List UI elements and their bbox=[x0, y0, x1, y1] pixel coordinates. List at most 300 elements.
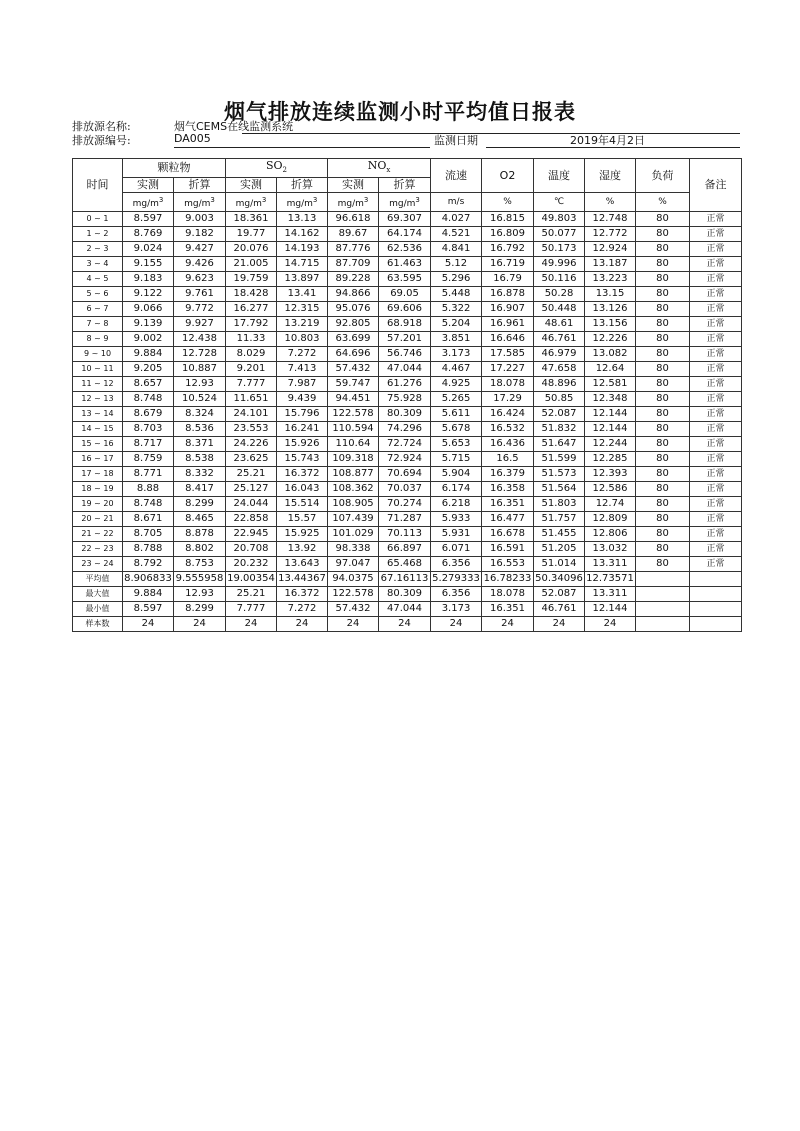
table-cell: 5.265 bbox=[431, 392, 482, 407]
table-cell: 9.427 bbox=[174, 242, 226, 257]
table-cell: 9.182 bbox=[174, 227, 226, 242]
time-cell: 10 ~ 11 bbox=[73, 362, 123, 377]
table-cell: 9.201 bbox=[226, 362, 277, 377]
header-time: 时间 bbox=[73, 159, 123, 212]
stat-label-cell: 最大值 bbox=[73, 587, 123, 602]
table-cell: 8.802 bbox=[174, 542, 226, 557]
note-cell: 正常 bbox=[690, 437, 742, 452]
table-cell: 12.438 bbox=[174, 332, 226, 347]
stat-row bbox=[73, 602, 742, 617]
table-cell: 68.918 bbox=[379, 317, 431, 332]
table-cell: 122.578 bbox=[328, 407, 379, 422]
table-cell: 47.658 bbox=[534, 362, 585, 377]
table-cell: 9.772 bbox=[174, 302, 226, 317]
table-cell: 3.851 bbox=[431, 332, 482, 347]
table-row bbox=[73, 257, 742, 272]
table-cell: 5.931 bbox=[431, 527, 482, 542]
note-cell: 正常 bbox=[690, 302, 742, 317]
table-cell: 7.272 bbox=[277, 347, 328, 362]
table-cell: 16.719 bbox=[482, 257, 534, 272]
table-cell: 8.878 bbox=[174, 527, 226, 542]
table-cell: 12.285 bbox=[585, 452, 636, 467]
note-cell: 正常 bbox=[690, 407, 742, 422]
table-cell: 8.703 bbox=[123, 422, 174, 437]
table-cell: 13.13 bbox=[277, 212, 328, 227]
table-cell: 94.0375 bbox=[328, 572, 379, 587]
table-cell: 4.925 bbox=[431, 377, 482, 392]
table-cell: 24 bbox=[379, 617, 431, 632]
table-cell: 12.74 bbox=[585, 497, 636, 512]
table-cell: 13.44367 bbox=[277, 572, 328, 587]
stat-row bbox=[73, 572, 742, 587]
table-cell: 80 bbox=[636, 317, 690, 332]
table-cell: 12.806 bbox=[585, 527, 636, 542]
table-cell: 8.332 bbox=[174, 467, 226, 482]
header-converted: 折算 bbox=[379, 178, 431, 193]
table-cell: 51.757 bbox=[534, 512, 585, 527]
table-cell: 5.678 bbox=[431, 422, 482, 437]
stat-label-cell: 平均值 bbox=[73, 572, 123, 587]
table-cell: 51.832 bbox=[534, 422, 585, 437]
table-cell: 10.887 bbox=[174, 362, 226, 377]
table-cell: 7.272 bbox=[277, 602, 328, 617]
table-cell: 87.709 bbox=[328, 257, 379, 272]
table-cell: 5.296 bbox=[431, 272, 482, 287]
table-cell: 51.573 bbox=[534, 467, 585, 482]
table-cell: 7.777 bbox=[226, 602, 277, 617]
unit-temp: ℃ bbox=[534, 193, 585, 212]
table-row bbox=[73, 497, 742, 512]
header-measured: 实测 bbox=[123, 178, 174, 193]
source-no-underline bbox=[174, 147, 430, 148]
table-cell: 8.371 bbox=[174, 437, 226, 452]
table-row bbox=[73, 512, 742, 527]
table-cell: 16.241 bbox=[277, 422, 328, 437]
table-cell: 89.67 bbox=[328, 227, 379, 242]
table-cell: 80 bbox=[636, 227, 690, 242]
table-cell: 13.219 bbox=[277, 317, 328, 332]
table-cell: 8.538 bbox=[174, 452, 226, 467]
table-cell: 50.448 bbox=[534, 302, 585, 317]
table-cell: 5.12 bbox=[431, 257, 482, 272]
table-cell: 122.578 bbox=[328, 587, 379, 602]
table-cell: 3.173 bbox=[431, 347, 482, 362]
table-cell: 24 bbox=[482, 617, 534, 632]
table-cell: 87.776 bbox=[328, 242, 379, 257]
table-cell: 80 bbox=[636, 242, 690, 257]
table-cell: 66.897 bbox=[379, 542, 431, 557]
table-cell: 69.307 bbox=[379, 212, 431, 227]
table-cell bbox=[636, 602, 690, 617]
table-cell: 24 bbox=[277, 617, 328, 632]
unit-mg: $mg/m^3$ bbox=[174, 193, 226, 212]
table-row bbox=[73, 347, 742, 362]
table-cell: 24 bbox=[226, 617, 277, 632]
table-row bbox=[73, 272, 742, 287]
table-cell: 74.296 bbox=[379, 422, 431, 437]
table-cell: 51.599 bbox=[534, 452, 585, 467]
table-cell: 10.524 bbox=[174, 392, 226, 407]
table-cell: 80 bbox=[636, 452, 690, 467]
table-cell: 80 bbox=[636, 497, 690, 512]
table-cell: 5.653 bbox=[431, 437, 482, 452]
table-cell: 9.439 bbox=[277, 392, 328, 407]
table-cell: 6.218 bbox=[431, 497, 482, 512]
table-cell: 17.29 bbox=[482, 392, 534, 407]
table-cell: 67.16113 bbox=[379, 572, 431, 587]
table-cell: 46.761 bbox=[534, 602, 585, 617]
table-cell: 13.187 bbox=[585, 257, 636, 272]
unit-pct: % bbox=[482, 193, 534, 212]
header-o2: O2 bbox=[482, 159, 534, 193]
table-cell: 9.426 bbox=[174, 257, 226, 272]
table-cell: 49.996 bbox=[534, 257, 585, 272]
table-cell: 6.174 bbox=[431, 482, 482, 497]
table-cell: 12.581 bbox=[585, 377, 636, 392]
table-cell bbox=[636, 572, 690, 587]
table-cell: 16.646 bbox=[482, 332, 534, 347]
stat-label-cell: 样本数 bbox=[73, 617, 123, 632]
time-cell: 19 ~ 20 bbox=[73, 497, 123, 512]
table-row bbox=[73, 302, 742, 317]
header-humidity: 湿度 bbox=[585, 159, 636, 193]
note-cell: 正常 bbox=[690, 332, 742, 347]
table-cell: 69.05 bbox=[379, 287, 431, 302]
table-cell: 8.753 bbox=[174, 557, 226, 572]
table-cell: 63.595 bbox=[379, 272, 431, 287]
table-cell: 9.155 bbox=[123, 257, 174, 272]
table-cell: 8.597 bbox=[123, 602, 174, 617]
table-body bbox=[73, 212, 742, 632]
table-cell: 50.28 bbox=[534, 287, 585, 302]
table-cell: 12.586 bbox=[585, 482, 636, 497]
time-cell: 12 ~ 13 bbox=[73, 392, 123, 407]
table-cell: 96.618 bbox=[328, 212, 379, 227]
table-cell: 5.322 bbox=[431, 302, 482, 317]
table-cell: 6.356 bbox=[431, 587, 482, 602]
table-cell: 17.792 bbox=[226, 317, 277, 332]
table-cell: 7.413 bbox=[277, 362, 328, 377]
table-cell: 108.877 bbox=[328, 467, 379, 482]
table-cell: 12.144 bbox=[585, 407, 636, 422]
time-cell: 9 ~ 10 bbox=[73, 347, 123, 362]
table-cell: 12.93 bbox=[174, 377, 226, 392]
table-row bbox=[73, 437, 742, 452]
table-cell: 8.748 bbox=[123, 497, 174, 512]
table-cell: 6.356 bbox=[431, 557, 482, 572]
table-cell: 70.037 bbox=[379, 482, 431, 497]
table-cell: 12.144 bbox=[585, 602, 636, 617]
stat-row bbox=[73, 617, 742, 632]
table-cell: 15.57 bbox=[277, 512, 328, 527]
table-cell: 56.746 bbox=[379, 347, 431, 362]
table-cell: 8.788 bbox=[123, 542, 174, 557]
table-cell: 13.311 bbox=[585, 557, 636, 572]
table-cell: 80 bbox=[636, 347, 690, 362]
table-cell: 8.465 bbox=[174, 512, 226, 527]
table-cell: 9.139 bbox=[123, 317, 174, 332]
table-cell: 8.299 bbox=[174, 602, 226, 617]
time-cell: 13 ~ 14 bbox=[73, 407, 123, 422]
table-cell: 9.183 bbox=[123, 272, 174, 287]
table-cell: 4.467 bbox=[431, 362, 482, 377]
table-cell: 63.699 bbox=[328, 332, 379, 347]
table-cell: 80 bbox=[636, 302, 690, 317]
note-cell: 正常 bbox=[690, 467, 742, 482]
table-cell: 13.082 bbox=[585, 347, 636, 362]
time-cell: 15 ~ 16 bbox=[73, 437, 123, 452]
table-cell: 16.792 bbox=[482, 242, 534, 257]
note-cell: 正常 bbox=[690, 227, 742, 242]
table-cell: 14.715 bbox=[277, 257, 328, 272]
table-cell: 8.324 bbox=[174, 407, 226, 422]
header-flow: 流速 bbox=[431, 159, 482, 193]
table-cell: 69.606 bbox=[379, 302, 431, 317]
report-title: 烟气排放连续监测小时平均值日报表 bbox=[224, 99, 576, 124]
table-cell: 16.815 bbox=[482, 212, 534, 227]
unit-mg: $mg/m^3$ bbox=[328, 193, 379, 212]
table-cell: 22.858 bbox=[226, 512, 277, 527]
table-cell: 19.759 bbox=[226, 272, 277, 287]
table-cell: 94.866 bbox=[328, 287, 379, 302]
table-cell: 15.925 bbox=[277, 527, 328, 542]
table-cell: 9.555958 bbox=[174, 572, 226, 587]
table-cell: 65.468 bbox=[379, 557, 431, 572]
stat-label-cell: 最小值 bbox=[73, 602, 123, 617]
note-cell: 正常 bbox=[690, 212, 742, 227]
table-cell: 80 bbox=[636, 257, 690, 272]
source-no-row bbox=[72, 132, 740, 148]
table-cell: 18.361 bbox=[226, 212, 277, 227]
table-cell: 80.309 bbox=[379, 407, 431, 422]
table-cell: 25.127 bbox=[226, 482, 277, 497]
table-cell: 12.226 bbox=[585, 332, 636, 347]
table-row bbox=[73, 317, 742, 332]
table-cell: 92.805 bbox=[328, 317, 379, 332]
table-cell: 25.21 bbox=[226, 587, 277, 602]
table-cell: 72.924 bbox=[379, 452, 431, 467]
table-cell: 12.73571 bbox=[585, 572, 636, 587]
header-note: 备注 bbox=[690, 159, 742, 212]
table-cell: 8.748 bbox=[123, 392, 174, 407]
table-cell: 9.122 bbox=[123, 287, 174, 302]
table-cell: 18.078 bbox=[482, 587, 534, 602]
table-row bbox=[73, 212, 742, 227]
table-cell: 20.708 bbox=[226, 542, 277, 557]
table-cell: 80 bbox=[636, 272, 690, 287]
note-cell: 正常 bbox=[690, 242, 742, 257]
table-cell: 48.896 bbox=[534, 377, 585, 392]
table-cell: 50.173 bbox=[534, 242, 585, 257]
time-cell: 7 ~ 8 bbox=[73, 317, 123, 332]
table-cell: 46.979 bbox=[534, 347, 585, 362]
note-cell: 正常 bbox=[690, 482, 742, 497]
table-cell: 5.933 bbox=[431, 512, 482, 527]
table-cell bbox=[636, 587, 690, 602]
table-cell: 24 bbox=[585, 617, 636, 632]
table-cell: 24.044 bbox=[226, 497, 277, 512]
table-cell: 8.671 bbox=[123, 512, 174, 527]
note-cell: 正常 bbox=[690, 557, 742, 572]
table-cell: 51.205 bbox=[534, 542, 585, 557]
table-cell: 13.643 bbox=[277, 557, 328, 572]
table-cell: 24 bbox=[123, 617, 174, 632]
table-cell: 12.315 bbox=[277, 302, 328, 317]
table-cell: 15.796 bbox=[277, 407, 328, 422]
table-cell: 8.906833 bbox=[123, 572, 174, 587]
table-row bbox=[73, 392, 742, 407]
table-cell: 25.21 bbox=[226, 467, 277, 482]
table-cell: 107.439 bbox=[328, 512, 379, 527]
table-cell: 18.078 bbox=[482, 377, 534, 392]
table-row bbox=[73, 482, 742, 497]
table-cell: 5.904 bbox=[431, 467, 482, 482]
table-cell: 110.64 bbox=[328, 437, 379, 452]
table-cell: 9.003 bbox=[174, 212, 226, 227]
table-cell: 20.076 bbox=[226, 242, 277, 257]
table-cell: 16.878 bbox=[482, 287, 534, 302]
table-cell: 7.777 bbox=[226, 377, 277, 392]
table-cell: 64.696 bbox=[328, 347, 379, 362]
time-cell: 20 ~ 21 bbox=[73, 512, 123, 527]
table-cell: 15.926 bbox=[277, 437, 328, 452]
table-cell: 57.201 bbox=[379, 332, 431, 347]
table-row bbox=[73, 227, 742, 242]
note-cell bbox=[690, 572, 742, 587]
note-cell: 正常 bbox=[690, 542, 742, 557]
table-cell: 24.101 bbox=[226, 407, 277, 422]
time-cell: 4 ~ 5 bbox=[73, 272, 123, 287]
note-cell: 正常 bbox=[690, 497, 742, 512]
table-row bbox=[73, 362, 742, 377]
table-cell: 8.771 bbox=[123, 467, 174, 482]
table-cell: 11.33 bbox=[226, 332, 277, 347]
time-cell: 2 ~ 3 bbox=[73, 242, 123, 257]
table-cell: 16.532 bbox=[482, 422, 534, 437]
table-cell: 19.77 bbox=[226, 227, 277, 242]
note-cell bbox=[690, 602, 742, 617]
table-cell: 5.715 bbox=[431, 452, 482, 467]
table-cell: 51.014 bbox=[534, 557, 585, 572]
table-cell: 51.455 bbox=[534, 527, 585, 542]
time-cell: 21 ~ 22 bbox=[73, 527, 123, 542]
table-cell: 50.077 bbox=[534, 227, 585, 242]
table-cell: 80.309 bbox=[379, 587, 431, 602]
date-underline bbox=[486, 147, 740, 148]
table-row bbox=[73, 332, 742, 347]
time-cell: 5 ~ 6 bbox=[73, 287, 123, 302]
table-cell: 10.803 bbox=[277, 332, 328, 347]
unit-mg: $mg/m^3$ bbox=[226, 193, 277, 212]
table-cell: 5.279333 bbox=[431, 572, 482, 587]
table-row bbox=[73, 287, 742, 302]
table-cell: 16.277 bbox=[226, 302, 277, 317]
table-cell: 98.338 bbox=[328, 542, 379, 557]
table-cell: 50.116 bbox=[534, 272, 585, 287]
table-cell: 16.351 bbox=[482, 602, 534, 617]
table-cell: 4.521 bbox=[431, 227, 482, 242]
header-so2: $SO_2$ bbox=[226, 159, 328, 178]
table-cell: 7.987 bbox=[277, 377, 328, 392]
table-cell: 80 bbox=[636, 482, 690, 497]
table-cell: 22.945 bbox=[226, 527, 277, 542]
table-cell: 62.536 bbox=[379, 242, 431, 257]
table-cell: 13.15 bbox=[585, 287, 636, 302]
table-row bbox=[73, 557, 742, 572]
table-cell: 70.113 bbox=[379, 527, 431, 542]
table-cell: 12.393 bbox=[585, 467, 636, 482]
table-cell: 9.024 bbox=[123, 242, 174, 257]
table-cell: 16.5 bbox=[482, 452, 534, 467]
table-cell: 80 bbox=[636, 377, 690, 392]
table-cell: 80 bbox=[636, 542, 690, 557]
note-cell: 正常 bbox=[690, 452, 742, 467]
table-cell: 24 bbox=[534, 617, 585, 632]
table-cell: 72.724 bbox=[379, 437, 431, 452]
table-cell: 59.747 bbox=[328, 377, 379, 392]
table-cell: 8.029 bbox=[226, 347, 277, 362]
table-cell: 13.311 bbox=[585, 587, 636, 602]
time-cell: 16 ~ 17 bbox=[73, 452, 123, 467]
table-row bbox=[73, 452, 742, 467]
table-cell: 13.897 bbox=[277, 272, 328, 287]
table-cell: 8.88 bbox=[123, 482, 174, 497]
table-cell: 9.884 bbox=[123, 347, 174, 362]
table-cell: 14.193 bbox=[277, 242, 328, 257]
table-cell: 49.803 bbox=[534, 212, 585, 227]
table-cell: 71.287 bbox=[379, 512, 431, 527]
table-cell: 70.274 bbox=[379, 497, 431, 512]
table-cell: 16.424 bbox=[482, 407, 534, 422]
table-row bbox=[73, 377, 742, 392]
time-cell: 14 ~ 15 bbox=[73, 422, 123, 437]
table-cell: 24 bbox=[431, 617, 482, 632]
table-cell: 12.924 bbox=[585, 242, 636, 257]
time-cell: 3 ~ 4 bbox=[73, 257, 123, 272]
table-cell: 13.032 bbox=[585, 542, 636, 557]
table-cell: 47.044 bbox=[379, 362, 431, 377]
table-cell: 24 bbox=[328, 617, 379, 632]
table-cell: 12.809 bbox=[585, 512, 636, 527]
table-cell: 16.678 bbox=[482, 527, 534, 542]
table-cell: 16.372 bbox=[277, 587, 328, 602]
table-cell: 80 bbox=[636, 212, 690, 227]
table-cell: 16.78233 bbox=[482, 572, 534, 587]
source-name-value: 烟气CEMS在线监测系统 bbox=[174, 120, 294, 133]
table-cell: 13.92 bbox=[277, 542, 328, 557]
table-cell: 8.792 bbox=[123, 557, 174, 572]
table-cell: 52.087 bbox=[534, 587, 585, 602]
table-cell: 64.174 bbox=[379, 227, 431, 242]
unit-mg: $mg/m^3$ bbox=[277, 193, 328, 212]
table-cell: 8.679 bbox=[123, 407, 174, 422]
date-value: 2019年4月2日 bbox=[570, 134, 645, 147]
header-particulate: 颗粒物 bbox=[123, 159, 226, 178]
table-cell: 12.728 bbox=[174, 347, 226, 362]
table-header bbox=[73, 159, 742, 212]
table-cell: 94.451 bbox=[328, 392, 379, 407]
table-cell: 80 bbox=[636, 287, 690, 302]
table-cell: 16.436 bbox=[482, 437, 534, 452]
table-cell: 8.536 bbox=[174, 422, 226, 437]
note-cell: 正常 bbox=[690, 377, 742, 392]
table-cell: 57.432 bbox=[328, 362, 379, 377]
table-cell: 16.79 bbox=[482, 272, 534, 287]
table-row bbox=[73, 542, 742, 557]
table-cell: 50.34096 bbox=[534, 572, 585, 587]
table-cell: 97.047 bbox=[328, 557, 379, 572]
table-cell: 23.625 bbox=[226, 452, 277, 467]
